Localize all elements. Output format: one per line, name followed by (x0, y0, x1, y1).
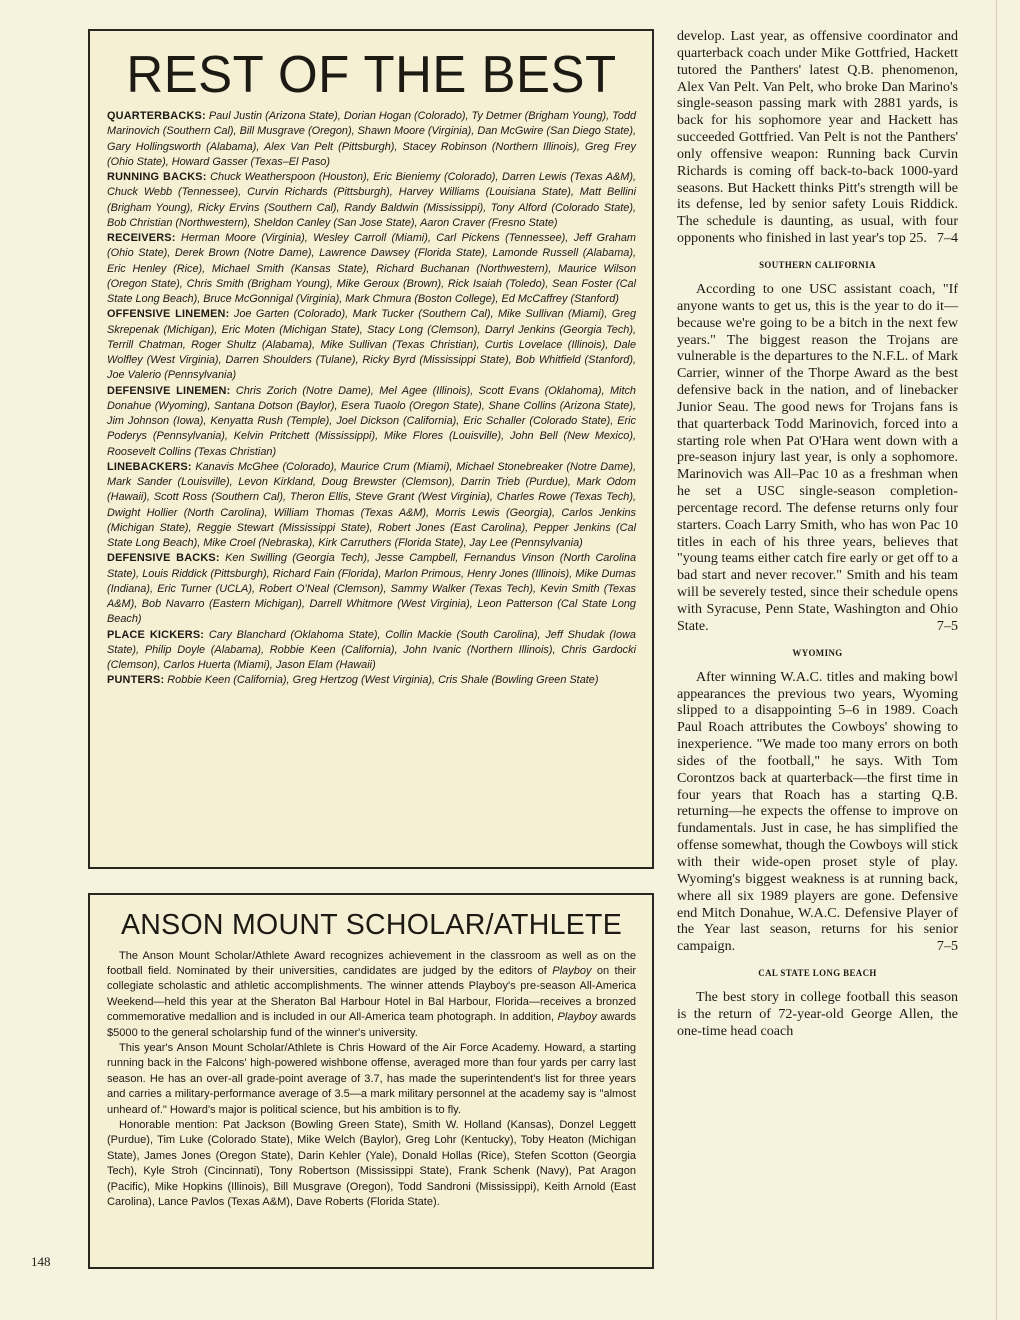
pittsburgh-paragraph (677, 28, 958, 247)
rest-of-the-best-list (107, 109, 636, 689)
rest-of-the-best-title: REST OF THE BEST (126, 46, 617, 104)
category-players: Chuck Weatherspoon (Houston), Eric Bieniemy (Colorado), Darren Lewis (Texas A&M), Chuck Webb (Tennessee), Curvin Richards (Pittsburgh), Harvey Williams (Louisiana State), Matt Bellini (Brigham Young), Ricky Ervins (Southern Cal), Randy Baldwin (Mississippi), Tony Alford (Colorado State), Bob Christian (Northwestern), Sheldon Canley (San Jose State), Aaron Craver (Fresno State) (107, 171, 637, 229)
text-run: awards $5000 to the general scholarship fund of the winner's university. (107, 1011, 636, 1039)
category-label: PLACE KICKERS: (107, 628, 205, 641)
category-players: Joe Garten (Colorado), Mark Tucker (Southern Cal), Mike Sullivan (Miami), Greg Skrepenak (Michigan), Eric Moten (Michigan State), Stacy Long (Clemson), Darryl Jenkins (Georgia Tech), Terrill Chatman, Roger Shultz (Alabama), Mike Sullivan (Texas Christian), Curtis Lovelace (Illinois), Dale Wolfley (West Virginia), Darren Shoulders (Tulane), Ricky Byrd (Mississippi State), Bob Whitfield (Stanford), Joe Valerio (Pennsylvania) (107, 308, 636, 382)
category-label: DEFENSIVE BACKS: (107, 552, 220, 565)
category-players: Cary Blanchard (Oklahoma State), Collin Mackie (South Carolina), Jeff Shudak (Iowa State), Philip Doyle (Alabama), Robbie Keen (California), John Ivanic (Northern Illinois), Chris Gardocki (Clemson), Carlos Huerta (Miami), Jason Elam (Hawaii) (107, 628, 636, 671)
section-heading-usc: SOUTHERN CALIFORNIA (759, 259, 876, 270)
category-players: Ken Swilling (Georgia Tech), Jesse Campbell, Fernandus Vinson (North Carolina State), Louis Riddick (Pittsburgh), Richard Fain (Florida), Marlon Primous, Henry Jones (Illinois), Mike Dumas (Indiana), Eric Turner (UCLA), Robert O'Neal (Clemson), Sammy Walker (Texas Tech), Kevin Smith (Texas A&M), Bob Navarro (Eastern Michigan), Darrell Whitmore (West Virginia), Leon Patterson (Cal State Long Beach) (107, 552, 637, 626)
category-players: Robbie Keen (California), Greg Hertzog (West Virginia), Cris Shale (Bowling Green State) (167, 674, 599, 687)
category-defensive-linemen (107, 384, 636, 460)
category-label: RECEIVERS: (107, 232, 176, 244)
anson-paragraph: This year's Anson Mount Scholar/Athlete is Chris Howard of the Air Force Academy. Howard, a starting running back in the Falcons' high-powered wishbone offense, averaged more than four yards per carry last season. He has an over-all grade-point average of 3.7, has made the superintendent's list for three years and carries a military-performance average of 3.5—a mark military personnel at the academy say is "almost unheard of." Howard's major is political science, but his ambition is to fly. (107, 1041, 636, 1116)
category-receivers (107, 231, 636, 307)
category-players: Paul Justin (Arizona State), Dorian Hogan (Colorado), Ty Detmer (Brigham Young), Todd Marinovich (Southern Cal), Bill Musgrave (Oregon), Shawn Moore (Virginia), Dan McGwire (San Diego State), Gary Hollingsworth (Alabama), Alex Van Pelt (Pittsburgh), Stacey Robinson (Northern Illinois), Greg Frey (Ohio State), Howard Gasser (Texas–El Paso) (107, 110, 636, 168)
page-number: 148 (31, 1254, 51, 1269)
category-quarterbacks (107, 109, 636, 170)
category-label: QUARTERBACKS: (107, 110, 206, 122)
magazine-name: Playboy (552, 964, 592, 977)
category-label: LINEBACKERS: (107, 460, 192, 473)
article-text: According to one USC assistant coach, "If anyone wants to get us, this is the year to do it—because we're going to be a bitch in the next few years." The biggest reason the Trojans are vulnerable is the departures to the N.F.L. of Mark Carrier, winner of the Thorpe Award as the best defensive back in the nation, and of linebacker Junior Seau. The good news for Trojans fans is that quarterback Todd Marinovich, forced into a starting role when Pat O'Hara went down with a pre-season injury last year, is only a sophomore. Marinovich was All–Pac 10 as a freshman when he set a USC single-season completion-percentage record. The defense returns only four starters. Coach Larry Smith, who has won Pac 10 titles in each of his three years, believes that "young teams either catch fire early or get off to a bad start and never recover." Smith and his team will be severely tested, since their schedule opens with Syracuse, Penn State, Washington and Ohio State. (677, 280, 958, 634)
usc-paragraph (677, 281, 958, 635)
category-running-backs (107, 170, 636, 231)
section-heading-wyoming: WYOMING (792, 647, 843, 658)
category-label: DEFENSIVE LINEMEN: (107, 384, 231, 397)
anson-mount-body (107, 949, 636, 1211)
wyoming-paragraph (677, 669, 958, 955)
honorable-mention-paragraph: Honorable mention: Pat Jackson (Bowling Green State), Smith W. Holland (Kansas), Donzel Leggett (Purdue), Tim Luke (Colorado State), Mike Welch (Baylor), Greg Lohr (Kentucky), Toby Heaton (Michigan State), James Jones (Oregon State), Darin Kehler (Yale), Donald Hollas (Rice), Stefen Scotton (Georgia Tech), Kyle Stroh (Cincinnati), Tony Robertson (Mississippi State), Frank Schenk (Navy), Pat Aragon (Pacific), Mike Hopkins (Illinois), Bill Musgrave (Oregon), Todd Sandroni (Mississippi), Keith Arnold (East Carolina), Lance Pavlos (Texas A&M), Dave Roberts (Florida State). (107, 1118, 636, 1208)
team-record: 7–4 (936, 230, 958, 247)
rest-of-the-best-box (88, 29, 654, 869)
category-players: Kanavis McGhee (Colorado), Maurice Crum (Miami), Michael Stonebreaker (Notre Dame), Mark Sander (Louisville), Levon Kirkland, Doug Brewster (Clemson), Darrin Trieb (Purdue), Mark Odom (Hawaii), Scott Ross (Southern Cal), Theron Ellis, Steve Grant (West Virginia), Charles Rowe (Texas Tech), Dwight Hollier (North Carolina), William Thomas (Texas A&M), Morris Lewis (Georgia), Carlos Jenkins (Michigan State), Reggie Stewart (Mississippi State), Robert Jones (East Carolina), Pepper Jenkins (Cal State Long Beach), Mike Croel (Nebraska), Kirk Carruthers (Florida State), Jay Lee (Pennsylvania) (107, 460, 636, 549)
magazine-name: Playboy (557, 1011, 597, 1024)
text-run: The Anson Mount Scholar/Athlete Award recognizes achievement in the classroom as well as on the football field. Nominated by their universities, candidates are judged by the editors of (107, 949, 636, 977)
category-defensive-backs (107, 551, 636, 627)
anson-mount-box (88, 893, 654, 1269)
text-run: on their collegiate scholastic and athletic accomplishments. The winner attends Playboy's pre-season All-America Weekend—held this year at the Sheraton Bal Harbour Hotel in Bal Harbour, Florida—receives a bronzed commemorative medallion and is included in our All-America team photograph. In addition, (107, 964, 637, 1024)
article-column (677, 28, 958, 1040)
category-punters (107, 673, 636, 688)
category-label: OFFENSIVE LINEMEN: (107, 308, 230, 321)
category-linebackers (107, 460, 636, 552)
anson-mount-title: ANSON MOUNT SCHOLAR/ATHLETE (120, 909, 623, 941)
article-text: develop. Last year, as offensive coordinator and quarterback coach under Mike Gottfried, Hackett tutored the Panthers' latest Q.B. phenomenon, Alex Van Pelt. Van Pelt, who broke Dan Marino's single-season passing mark with 2881 yards, is back for his sophomore year and Hackett has succeeded Gottfried. Van Pelt is not the Panthers' only offensive weapon: Running back Curvin Richards is coming off back-to-back 1000-yard seasons. But Hackett thinks Pitt's strength will be its defense, led by senior safety Louis Riddick. The schedule is daunting, as usual, with four opponents who finished in last year's top 25. (677, 28, 958, 247)
anson-paragraph (107, 949, 636, 1041)
category-label: PUNTERS: (107, 674, 165, 687)
category-players: Herman Moore (Virginia), Wesley Carroll (Miami), Carl Pickens (Tennessee), Jeff Graham (Ohio State), Derek Brown (Notre Dame), Lawrence Dawsey (Florida State), Lamonde Russell (Alabama), Eric Henley (Rice), Michael Smith (Kansas State), Richard Buchanan (Northwestern), Maurice Wilson (Oregon State), Chris Smith (Brigham Young), Mike Geroux (Brown), Rick Isaiah (Toledo), Sean Foster (Cal State Long Beach), Bruce McGonnigal (Virginia), Mark Chmura (Boston College), Ed McCaffrey (Stanford) (107, 232, 636, 305)
category-place-kickers (107, 628, 636, 674)
page-edge-line (996, 0, 997, 1320)
cal-state-long-beach-paragraph: The best story in college football this season is the return of 72-year-old George Allen, the one-time head coach (677, 989, 958, 1039)
team-record: 7–5 (936, 938, 958, 955)
category-players: Chris Zorich (Notre Dame), Mel Agee (Illinois), Scott Evans (Oklahoma), Mitch Donahue (Wyoming), Santana Dotson (Baylor), Esera Tuaolo (Oregon State), Shane Collins (Arizona State), Jim Johnson (Iowa), Kenyatta Rush (Temple), Joel Dickson (California), Eric Schaller (Colorado State), Eric Poderys (Pennsylvania), Kelvin Pritchett (Mississippi), Mike Flores (Louisville), John Bell (New Mexico), Roosevelt Collins (Texas Christian) (107, 384, 636, 458)
section-heading-cal-state-long-beach: CAL STATE LONG BEACH (758, 968, 877, 979)
category-label: RUNNING BACKS: (107, 171, 207, 183)
category-offensive-linemen (107, 307, 636, 383)
team-record: 7–5 (936, 617, 958, 634)
article-text: After winning W.A.C. titles and making bowl appearances the previous two years, Wyoming slipped to a disappointing 5–6 in 1989. Coach Paul Roach attributes the Cowboys' showing to inexperience. "We made too many errors on both sides of the football," he says. With Tom Corontzos back at quarterback—the first time in four years that Roach has a starting Q.B. returning—he expects the offense to improve on fundamentals. Just in case, he has simplified the offense somewhat, though the Cowboys will stick with their wide-open proset style of play. Wyoming's biggest weakness is at running back, where all six 1989 players are gone. Defensive end Mitch Donahue, W.A.C. Defensive Player of the Year last season, returns for his senior campaign. (677, 668, 958, 955)
